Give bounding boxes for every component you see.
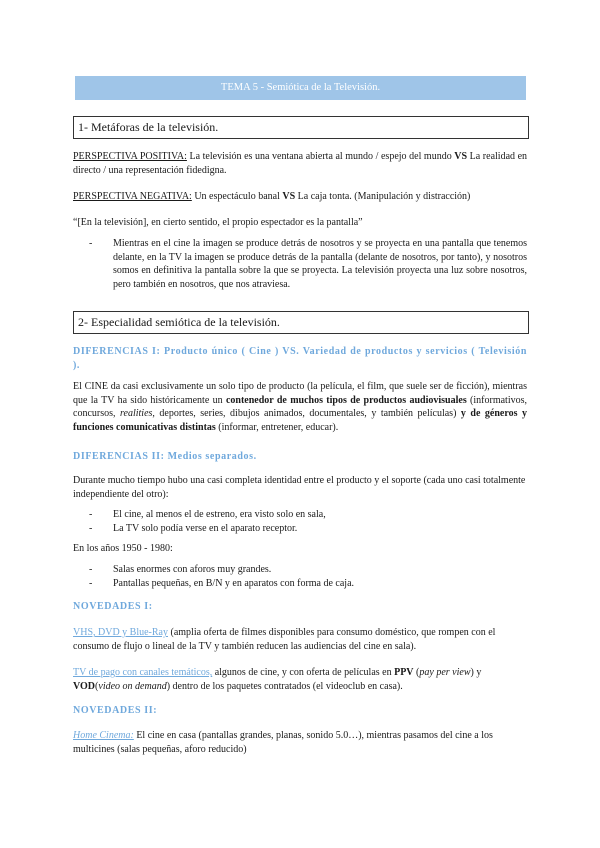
- text: ) y: [470, 667, 482, 678]
- novedades-1-heading: NOVEDADES I:: [73, 601, 153, 612]
- section-1-heading: 1- Metáforas de la televisión.: [73, 116, 529, 139]
- diferencias-2-paragraph: Durante mucho tiempo hubo una casi completa identidad entre el producto y el soporte (cada uno casi totalmente independiente del otro):: [73, 475, 526, 500]
- label: PERSPECTIVA POSITIVA:: [73, 151, 187, 162]
- text: algunos de cine, y con oferta de películas en: [212, 667, 395, 678]
- list-item: - La TV solo podía verse en el aparato receptor.: [73, 522, 527, 536]
- years-bullets: [73, 563, 527, 590]
- perspectiva-positiva-paragraph: [73, 150, 527, 177]
- text: , deportes, series, dibujos animados, documentales, y también películas): [152, 408, 461, 420]
- label: PERSPECTIVA NEGATIVA:: [73, 191, 192, 202]
- diferencias-1-heading: DIFERENCIAS I: Producto único ( Cine ) VS. Variedad de productos y servicios ( Televisión ).: [73, 346, 527, 371]
- text: (amplia oferta de filmes disponibles para consumo doméstico, que rompen con el consumo de flujo o lineal de la TV y también reducen las audiencias del cine en sala).: [73, 627, 496, 652]
- home-cinema-paragraph: [73, 729, 527, 756]
- diferencias-2-heading: DIFERENCIAS II: Medios separados.: [73, 451, 257, 462]
- italic-text: realities: [120, 408, 153, 420]
- list-item: - Mientras en el cine la imagen se produce detrás de nosotros y se proyecta en una pantalla que tenemos delante, en la TV la imagen se produce detrás de la pantalla (delante de nosotros, por tanto), y nosotros somos en definitiva la pantalla sobre la que se proyecta. La televisión proyecta una luz sobre nosotros, pero también en nosotros, que nos atraviesa.: [73, 237, 527, 291]
- text: La realidad en directo / una representación fidedigna.: [73, 151, 528, 176]
- text: Un espectáculo banal: [191, 191, 283, 202]
- text: El CINE da casi exclusivamente un solo tipo de producto (la película, el film, que suele ser de ficción), mientras que la TV ha sido históricamente un: [73, 381, 527, 406]
- perspectiva-negativa-paragraph: [73, 190, 527, 204]
- italic-text: video on demand: [98, 680, 167, 692]
- list-item: - Salas enormes con aforos muy grandes.: [73, 563, 527, 577]
- vhs-paragraph: [73, 626, 527, 653]
- text: El cine en casa (pantallas grandes, planas, sonido 5.0…), mientras pasamos del cine a los multicines (salas pequeñas, aforo reducido): [73, 730, 493, 755]
- vhs-link[interactable]: VHS, DVD y Blue-Ray: [73, 627, 168, 638]
- bold-text: contenedor de muchos tipos de productos audiovisuales: [225, 394, 467, 406]
- vs: VS: [282, 191, 296, 202]
- list-item: - El cine, al menos el de estreno, era visto solo en sala,: [73, 508, 527, 522]
- list-item: - Pantallas pequeñas, en B/N y en aparatos con forma de caja.: [73, 577, 527, 591]
- novedades-2-heading: NOVEDADES II:: [73, 705, 158, 716]
- tv-de-pago-link[interactable]: TV de pago con canales temáticos,: [73, 667, 213, 678]
- text: (informar, entretener, educar).: [215, 421, 339, 433]
- text: (: [413, 667, 420, 678]
- diferencias-2-bullets: [73, 508, 527, 535]
- text: (: [95, 680, 99, 692]
- italic-text: pay per view: [419, 667, 471, 678]
- bold-text: PPV: [394, 667, 414, 678]
- bold-text: VOD: [73, 680, 96, 692]
- section-1-bullets: [73, 237, 527, 291]
- document-title-banner: TEMA 5 - Semiótica de la Televisión.: [75, 76, 526, 100]
- quote: “[En la televisión], en cierto sentido, el propio espectador es la pantalla”: [73, 217, 363, 228]
- years-paragraph: En los años 1950 - 1980:: [73, 543, 173, 554]
- text: ) dentro de los paquetes contratados (el videoclub en casa).: [166, 680, 403, 692]
- home-cinema-link[interactable]: Home Cinema:: [73, 730, 134, 741]
- tv-de-pago-paragraph: [73, 666, 527, 693]
- vs: VS: [454, 151, 468, 162]
- bold-text: y de géneros y funciones comunicativas distintas: [73, 408, 527, 433]
- diferencias-1-paragraph: [73, 380, 527, 434]
- section-2-heading: 2- Especialidad semiótica de la televisión.: [73, 311, 529, 334]
- text: La televisión es una ventana abierta al mundo / espejo del mundo: [186, 151, 455, 162]
- text: (informativos, concursos,: [73, 394, 527, 420]
- text: La caja tonta. (Manipulación y distracción): [295, 191, 471, 202]
